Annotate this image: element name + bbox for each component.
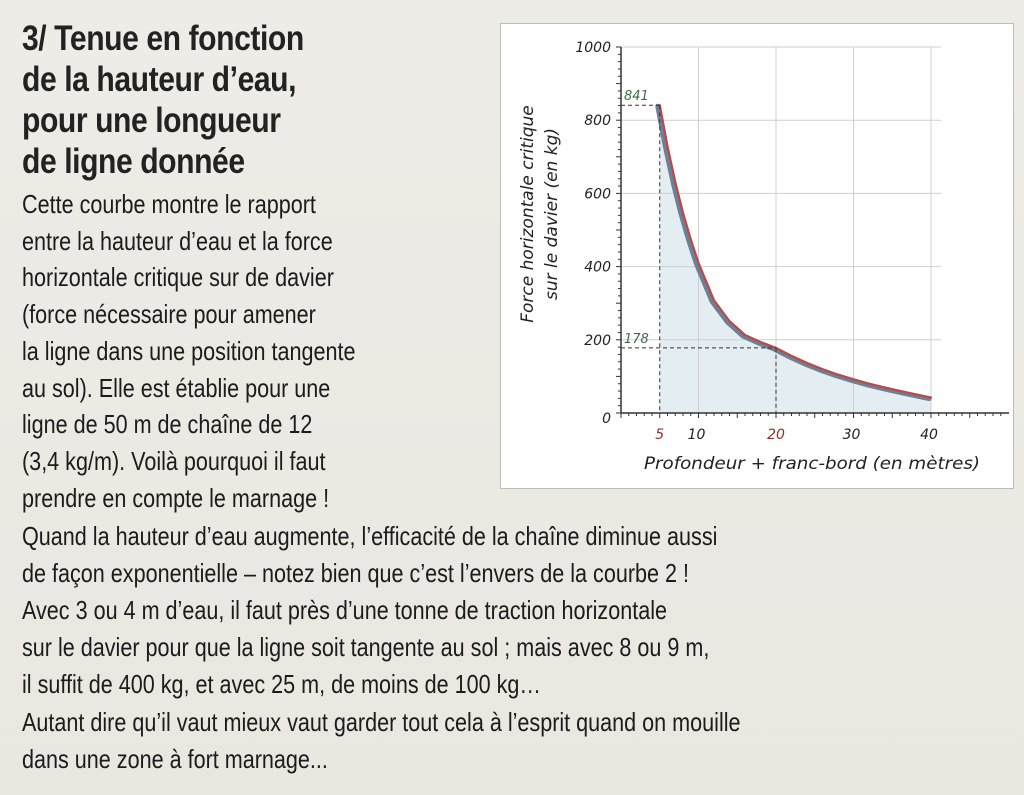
body-line: Quand la hauteur d’eau augmente, l’efficacité de la chaîne diminue aussi: [22, 521, 718, 551]
depth-force-chart: [501, 24, 1015, 490]
body-line: ligne de 50 m de chaîne de 12: [22, 409, 313, 439]
y-tick-label: 1000: [575, 40, 611, 56]
title-line: pour une longueur: [22, 101, 281, 140]
x-tick-label: 40: [920, 427, 938, 443]
y-tick-label: 800: [584, 113, 611, 130]
x-axis-label: Profondeur + franc-bord (en mètres): [644, 454, 980, 474]
x-tick-label-highlight: 5: [655, 427, 665, 443]
annotation-label: 178: [624, 331, 649, 347]
chart-panel: [500, 23, 1014, 489]
x-tick-label-highlight: 20: [767, 427, 785, 443]
body-line: au sol). Elle est établie pour une: [22, 373, 331, 403]
section-title: [22, 18, 409, 182]
body-line: (force nécessaire pour amener: [22, 299, 316, 329]
annotation-label: 841: [624, 89, 649, 105]
y-axis-label: Force horizontale critique: [518, 105, 538, 323]
body-line: horizontale critique sur de davier: [22, 262, 334, 292]
body-line: de façon exponentielle – notez bien que c’est l’envers de la courbe 2 !: [22, 558, 690, 588]
y-tick-label: 0: [602, 411, 611, 427]
title-line: de la hauteur d’eau,: [22, 60, 297, 99]
x-tick-label: 30: [842, 427, 861, 443]
body-line: prendre en compte le marnage !: [22, 483, 330, 513]
body-line: sur le davier pour que la ligne soit tangente au sol ; mais avec 8 ou 9 m,: [22, 632, 710, 662]
y-tick-label: 400: [584, 259, 611, 276]
body-line: il suffit de 400 kg, et avec 25 m, de moins de 100 kg…: [22, 669, 542, 699]
y-tick-label: 200: [584, 332, 611, 349]
body-line: Cette courbe montre le rapport: [22, 189, 316, 219]
body-line: entre la hauteur d’eau et la force: [22, 226, 333, 256]
y-tick-label: 600: [584, 186, 611, 203]
title-line: de ligne donnée: [22, 142, 245, 181]
title-line: 3/ Tenue en fonction: [22, 19, 304, 58]
body-line: dans une zone à fort marnage...: [22, 744, 328, 774]
body-line: Avec 3 ou 4 m d’eau, il faut près d’une tonne de traction horizontale: [22, 595, 668, 625]
body-line: Autant dire qu’il vaut mieux vaut garder tout cela à l’esprit quand on mouille: [22, 707, 741, 737]
x-tick-label: 10: [687, 427, 706, 443]
area-under-curve: [660, 105, 931, 413]
y-axis-label: sur le davier (en kg): [542, 128, 562, 300]
body-line: (3,4 kg/m). Voilà pourquoi il faut: [22, 446, 326, 476]
body-line: la ligne dans une position tangente: [22, 336, 356, 366]
